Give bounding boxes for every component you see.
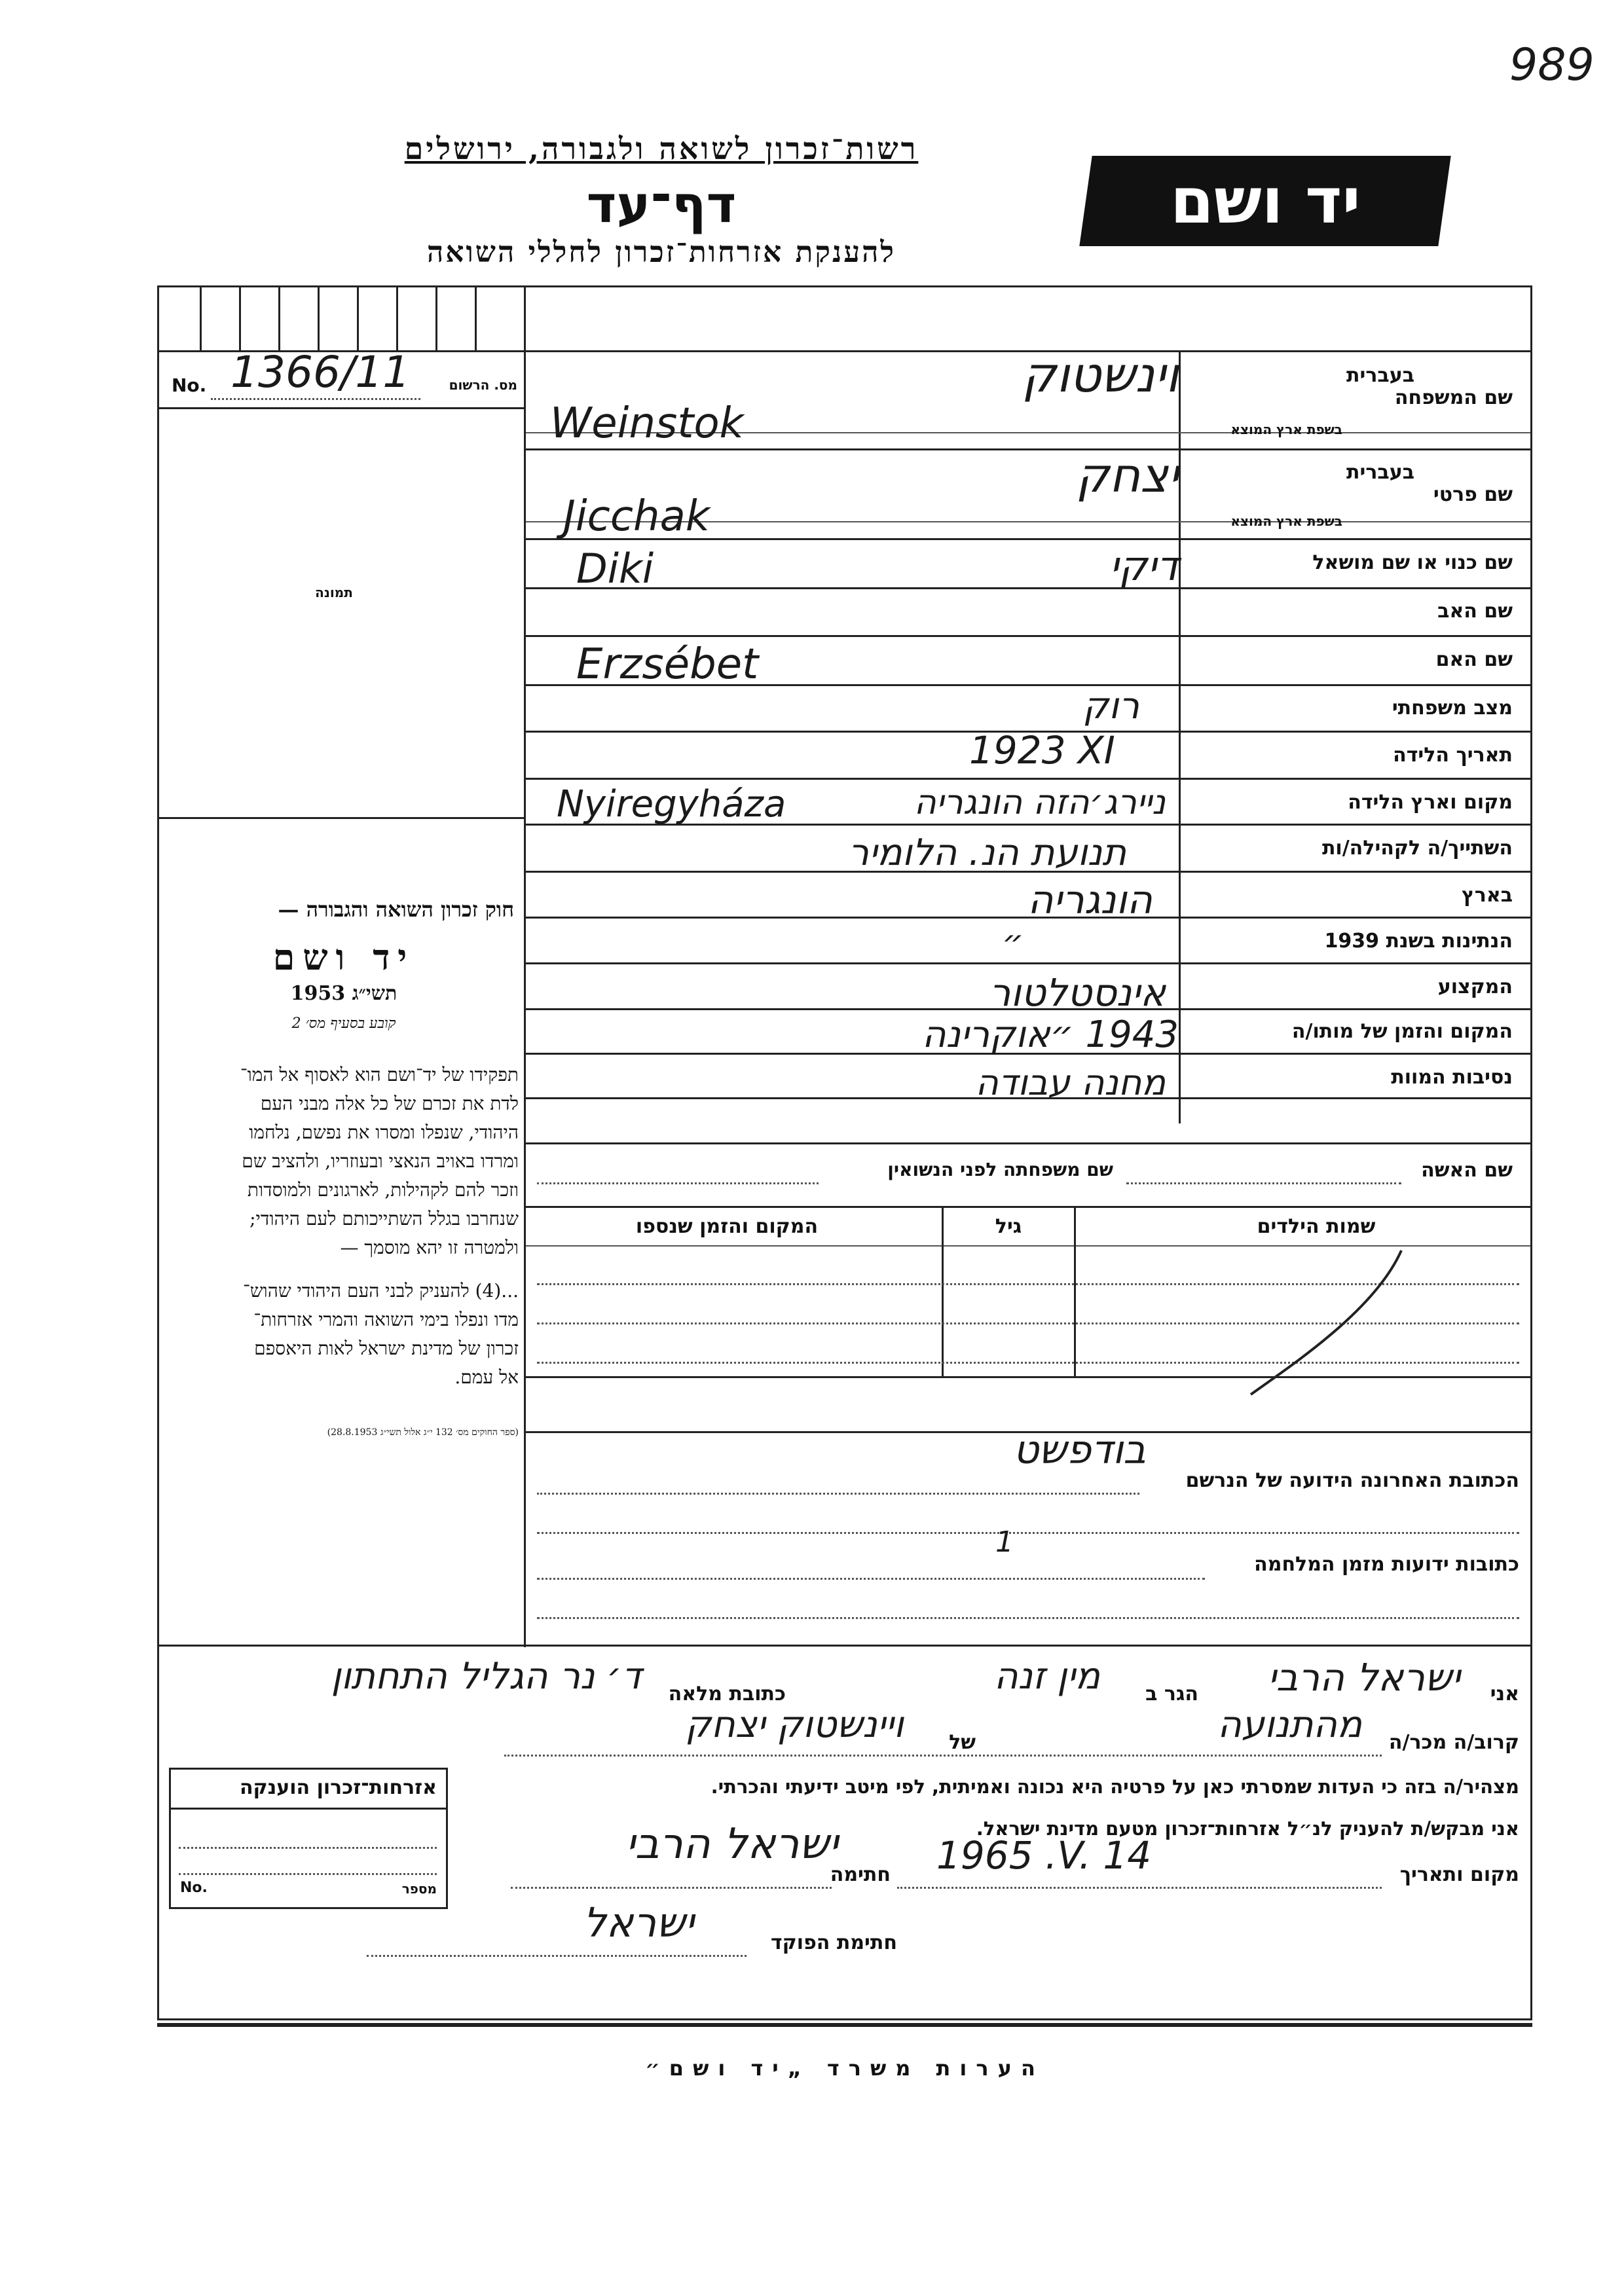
law-year: תשי״ג 1953 — [290, 982, 397, 1005]
request-text: אני מבקש/ת להעניק לנ״ל אזרחות־זכרון מטעם מדינת ישראל. — [976, 1817, 1519, 1840]
resident-value: מין זנה — [993, 1655, 1100, 1698]
origin-language-label: בשפת ארץ המוצא — [1230, 513, 1342, 529]
signature-label: חתימה — [830, 1863, 891, 1886]
of-value: ויינשטוק יצחק — [685, 1704, 904, 1746]
law-text-line: זכרון של מדינת ישראל לאות היאספם — [254, 1338, 519, 1359]
wartime-addresses-label: כתובות ידועות מזמן המלחמה — [1254, 1553, 1519, 1576]
row-rule — [526, 962, 1530, 964]
citizenship-1939-label: הנתינות בשנת 1939 — [1324, 930, 1513, 953]
in-hebrew-label: בעברית — [1346, 364, 1414, 387]
box-rule — [171, 1808, 446, 1810]
logo-text: יד ושם — [1170, 164, 1361, 238]
full-address-label: כתובת מלאה — [668, 1683, 786, 1705]
children-col-divider — [1074, 1206, 1076, 1376]
signature-line — [511, 1887, 832, 1889]
law-citation: (ספר החוקים מס׳ 132 י״ג אלול תשי״ג 28.8.1953) — [327, 1427, 519, 1438]
strike-through-mark — [1244, 1237, 1414, 1408]
box-divider — [396, 285, 398, 351]
page-number: 989 — [1509, 39, 1595, 91]
family-name-latin: Weinstok — [550, 399, 744, 448]
first-name-hebrew: יצחק — [1076, 448, 1179, 503]
father-name-label: שם האב — [1437, 600, 1513, 623]
marital-status-value: רוק — [1082, 685, 1139, 727]
law-paragraph-1 — [165, 1061, 519, 1262]
law-text-line: לדת את זכרם של כל אלה מבני העם — [260, 1093, 519, 1114]
label-column-divider — [1179, 351, 1181, 1123]
first-name-label: שם פרטי — [1433, 483, 1513, 506]
address-line — [537, 1532, 1519, 1534]
child-death-place-header: המקום והזמן שנספו — [635, 1215, 819, 1238]
wife-name-label: שם האשה — [1421, 1159, 1513, 1182]
place-date-line — [897, 1887, 1382, 1889]
place-date-label: מקום ותאריך — [1399, 1863, 1519, 1886]
registration-no-label: No. — [172, 374, 207, 396]
left-column-divider — [524, 285, 526, 1647]
form-subtitle: להענקת אזרחות־זכרון לחללי השואה — [426, 236, 896, 269]
nickname-hebrew: דיקי — [1109, 542, 1179, 590]
box-divider — [435, 285, 437, 351]
family-name-label: שם המשפחה — [1394, 386, 1513, 409]
relative-line — [504, 1755, 1382, 1757]
profession-label: המקצוע — [1437, 975, 1513, 998]
notes-top-rule — [157, 2023, 1532, 2027]
registration-he-label: מס. הרשום — [449, 377, 517, 393]
officer-signature-line — [367, 1955, 747, 1957]
box-line — [179, 1873, 437, 1875]
birth-date-label: תאריך הלידה — [1393, 744, 1513, 767]
wife-maiden-name-label: שם משפחתה לפני הנשואין — [887, 1159, 1113, 1180]
box-divider — [357, 285, 359, 351]
last-address-line — [537, 1493, 1139, 1495]
frame-right — [1530, 285, 1532, 2020]
marital-status-label: מצב משפחתי — [1392, 697, 1513, 720]
citizenship-granted-box — [169, 1768, 448, 1909]
mother-name-value: Erzsébet — [576, 640, 759, 689]
frame-top — [157, 285, 1532, 287]
wife-maiden-line — [537, 1182, 819, 1184]
registration-number: 1366/11 — [231, 347, 411, 397]
law-text-line: ומרדו באויב הנאצי ובעוזריו, ולהציב שם — [242, 1150, 519, 1172]
law-clause: קובע בסעיף מס׳ 2 — [291, 1015, 396, 1032]
family-name-hebrew: וינשטוק — [1022, 347, 1179, 403]
declarant-name: ישראל הרבי — [1267, 1655, 1460, 1700]
law-paragraph-2 — [165, 1277, 519, 1392]
officer-signature-label: חתימת הפוקד — [771, 1931, 897, 1954]
country-value: הונגריה — [1027, 877, 1153, 923]
citizenship-granted-title: אזרחות־זכרון הוענקה — [239, 1776, 437, 1799]
children-names-header: שמות הילדים — [1257, 1215, 1376, 1238]
birth-place-hebrew: ניירג׳הזה הונגריה — [913, 783, 1166, 822]
registration-line — [211, 398, 420, 400]
last-address-value: בודפשט — [1013, 1427, 1146, 1473]
first-name-latin: Jicchak — [563, 492, 710, 541]
photo-bottom-rule — [157, 817, 525, 819]
row-rule — [526, 635, 1530, 637]
relative-label: קרוב/ה מכר/ה — [1388, 1731, 1519, 1754]
box-divider — [475, 285, 477, 351]
photo-label: תמונה — [315, 585, 353, 600]
address-line — [537, 1617, 1519, 1619]
box-divider — [200, 285, 202, 351]
relative-value: מהתנועה — [1217, 1704, 1362, 1746]
wartime-address-line — [537, 1578, 1205, 1580]
declarant-i-label: אני — [1490, 1683, 1519, 1705]
law-heading: חוק זכרון השואה והגבורה — — [278, 897, 514, 922]
birth-place-latin: Nyiregyháza — [557, 783, 786, 826]
children-table-top — [526, 1206, 1530, 1208]
law-text-line: ...(4) להעניק לבני העם היהודי שהוש־ — [243, 1280, 519, 1302]
death-place-time-value: 1943 ״אוקרינה — [922, 1013, 1179, 1056]
photo-top-rule — [157, 407, 525, 409]
law-text-line: שנחרבו בגלל השתייכותם לעם היהודי; — [249, 1208, 519, 1230]
citizenship-number-label: מספר — [401, 1881, 437, 1897]
citizenship-1939-value: ״ — [1002, 923, 1024, 962]
wife-line — [1126, 1182, 1401, 1184]
law-text-line: מדו ונפלו בימי השואה והמרי אזרחות־ — [253, 1309, 519, 1330]
box-divider — [278, 285, 280, 351]
wartime-addresses-value: 1 — [995, 1525, 1014, 1559]
row-rule — [526, 778, 1530, 780]
law-name: יד ושם — [272, 936, 415, 978]
law-text-line: אל עמם. — [454, 1366, 519, 1388]
children-col-divider — [942, 1206, 944, 1376]
box-line — [179, 1847, 437, 1849]
birth-date-value: 1923 XI — [969, 728, 1115, 773]
officer-signature: ישראל — [583, 1899, 694, 1946]
law-text-line: ולמטרה זו יהא מוסמך — — [340, 1237, 519, 1258]
country-label: בארץ — [1461, 884, 1513, 907]
community-value: תנועת הנ. הלומיר — [848, 831, 1126, 874]
profession-value: אינסטלטור — [989, 970, 1166, 1015]
of-label: של — [949, 1731, 976, 1754]
frame-bottom — [157, 2018, 1532, 2020]
box-divider — [318, 285, 320, 351]
yad-vashem-logo — [1079, 156, 1450, 246]
law-text-line: וזכר להם לקהילות, לארגונים ולמוסדות — [247, 1179, 519, 1201]
in-hebrew-label: בעברית — [1346, 461, 1414, 484]
death-place-time-label: המקום והזמן של מותו/ה — [1291, 1020, 1513, 1043]
declaration-text: מצהיר/ה בזה כי העדות שמסרתי כאן על פרטיה היא נכונה ואמיתית, לפי מיטב ידיעתי והכרתי. — [710, 1776, 1519, 1798]
resident-label: הגר ב — [1145, 1683, 1198, 1705]
law-text-line: תפקידו של יד־ושם הוא לאסוף אל המו־ — [240, 1064, 519, 1085]
row-rule — [526, 1142, 1530, 1144]
nickname-label: שם כנוי או שם מושאל — [1312, 551, 1513, 574]
frame-left — [157, 285, 159, 2020]
community-label: השתייך/ה לקהילה/ות — [1321, 837, 1513, 860]
form-title: דף־עד — [586, 175, 737, 234]
birth-place-label: מקום וארץ הלידה — [1348, 791, 1513, 814]
declarant-signature: ישראל הרבי — [625, 1820, 838, 1868]
full-address-value: ד׳ נר הגליל התחתון — [331, 1655, 642, 1698]
death-circumstances-value: מחנה עבודה — [975, 1062, 1166, 1103]
law-text-line: היהודי, שנפלו ומסרו את נפשם, נלחמו — [249, 1121, 519, 1143]
death-circumstances-label: נסיבות המוות — [1391, 1066, 1513, 1089]
box-divider — [239, 285, 241, 351]
place-date-value: 1965 .V. 14 — [936, 1833, 1152, 1878]
mother-name-label: שם האם — [1435, 648, 1513, 671]
declarant-top-rule — [157, 1645, 1532, 1647]
origin-language-label: בשפת ארץ המוצא — [1230, 422, 1342, 437]
age-header: גיל — [995, 1215, 1022, 1238]
citizenship-no-label: No. — [180, 1880, 208, 1896]
last-address-label: הכתובת האחרונה הידועה של הנרשם — [1185, 1469, 1519, 1492]
nickname-latin: Diki — [576, 545, 654, 592]
authority-name: רשות־זכרון לשואה ולגבורה, ירושלים — [404, 131, 919, 166]
office-notes-title: הערות משרד „יד ושם״ — [645, 2056, 1044, 2081]
